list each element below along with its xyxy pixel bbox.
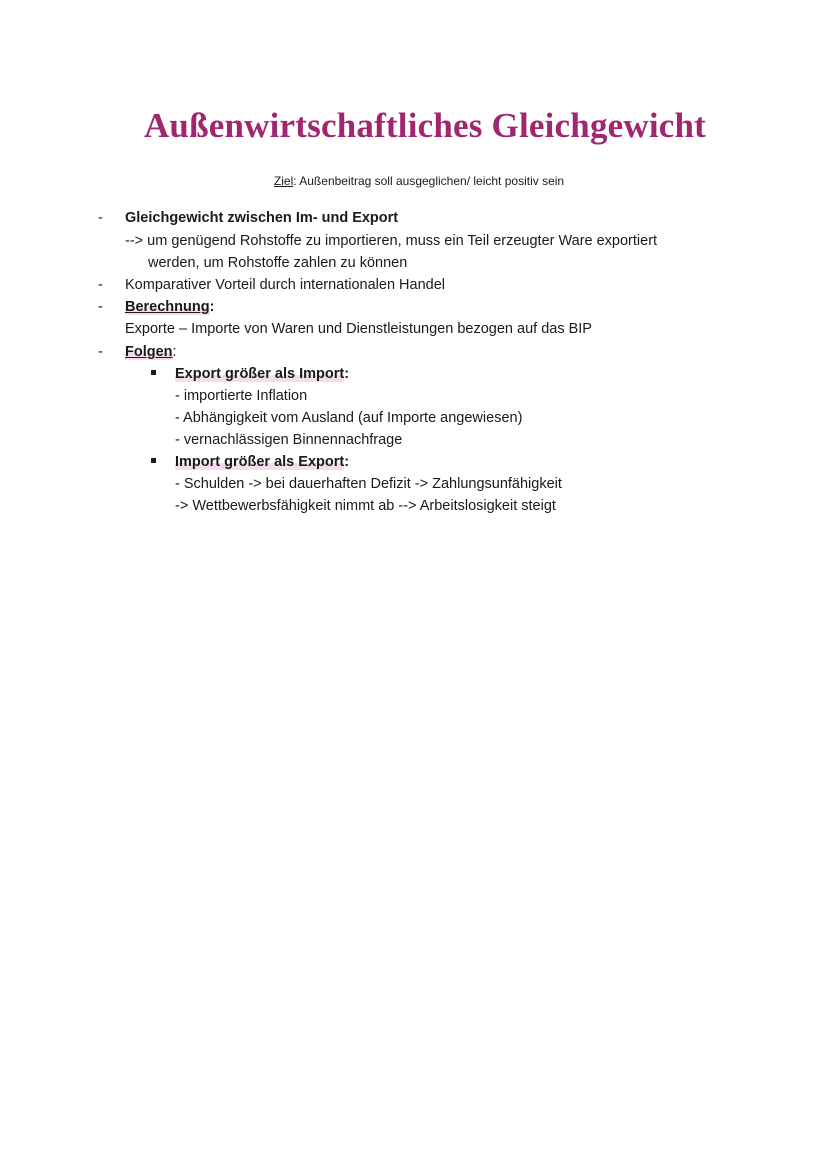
import-greater-colon: : <box>344 454 350 470</box>
list-dash: - <box>98 277 103 293</box>
square-bullet <box>151 370 156 375</box>
list-dash: - <box>98 210 103 226</box>
page-title: Außenwirtschaftliches Gleichgewicht <box>143 106 707 145</box>
calculation-colon: : <box>209 299 215 315</box>
export-greater-heading-line <box>175 365 349 383</box>
comparative-advantage: Komparativer Vorteil durch internationalen Handel <box>125 277 445 293</box>
consequences-heading-line <box>125 343 177 361</box>
consequences-heading: Folgen <box>125 344 173 360</box>
list-dash: - <box>98 299 103 315</box>
export-greater-item: - Abhängigkeit vom Ausland (auf Importe angewiesen) <box>175 410 523 426</box>
goal-line <box>0 174 828 188</box>
export-greater-item: - importierte Inflation <box>175 388 308 404</box>
export-greater-heading: Export größer als Import <box>175 366 345 382</box>
equilibrium-heading: Gleichgewicht zwischen Im- und Export <box>125 210 399 226</box>
equilibrium-line-1: --> um genügend Rohstoffe zu importieren, muss ein Teil erzeugter Ware exportiert <box>125 233 658 249</box>
calculation-formula: Exporte – Importe von Waren und Dienstleistungen bezogen auf das BIP <box>125 321 592 337</box>
list-dash: - <box>98 344 103 360</box>
calculation-heading: Berechnung <box>125 299 210 315</box>
import-greater-item: -> Wettbewerbsfähigkeit nimmt ab --> Arbeitslosigkeit steigt <box>175 498 556 514</box>
import-greater-heading-line <box>175 453 349 471</box>
equilibrium-line-2: werden, um Rohstoffe zahlen zu können <box>148 255 408 271</box>
goal-label: Ziel <box>273 174 294 188</box>
calculation-heading-line <box>125 298 214 316</box>
export-greater-item: - vernachlässigen Binnennachfrage <box>175 432 403 448</box>
goal-text: : Außenbeitrag soll ausgeglichen/ leicht positiv sein <box>293 174 565 188</box>
import-greater-heading: Import größer als Export <box>175 454 345 470</box>
import-greater-item: - Schulden -> bei dauerhaften Defizit -> Zahlungsunfähigkeit <box>175 476 562 492</box>
export-greater-colon: : <box>344 366 350 382</box>
square-bullet <box>151 458 156 463</box>
consequences-colon: : <box>172 344 177 360</box>
